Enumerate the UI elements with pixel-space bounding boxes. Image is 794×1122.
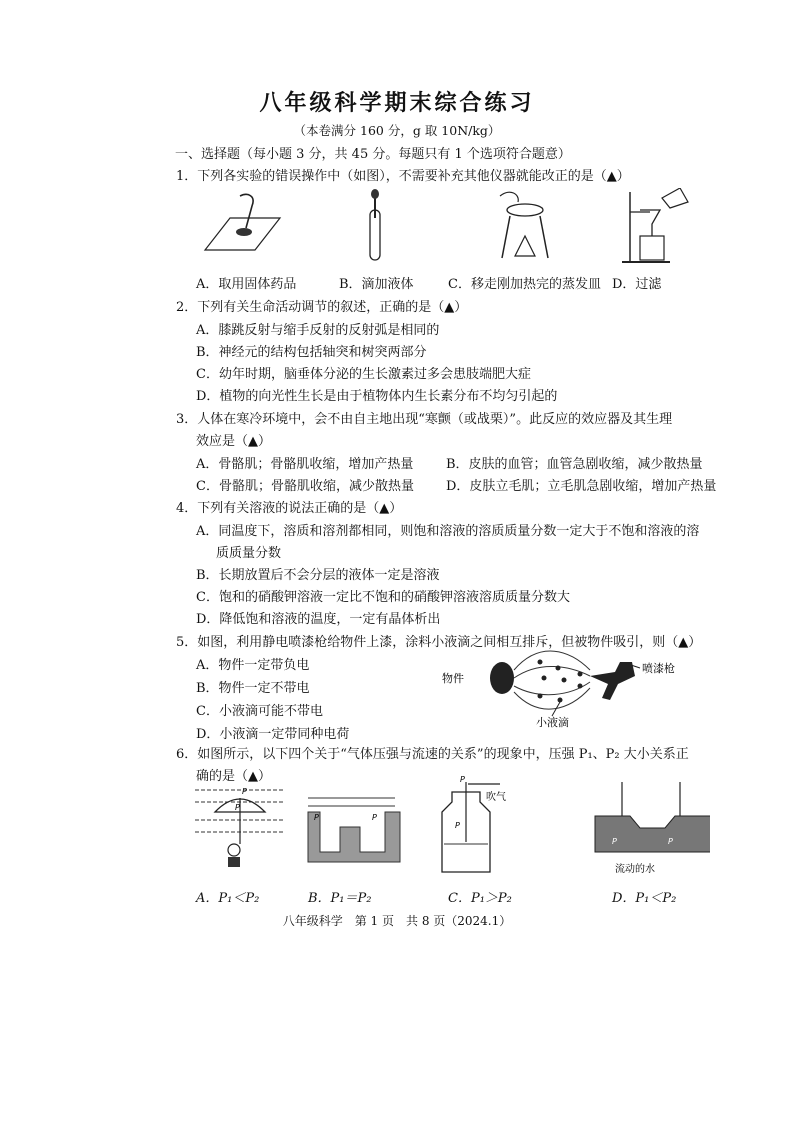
- q6-stem-cont: 确的是（▲）: [196, 769, 271, 784]
- q6-option-a: A．P₁＜P₂: [196, 891, 260, 906]
- q1-fig-a: [205, 194, 280, 250]
- q1-option-a: A．取用固体药品: [196, 277, 297, 292]
- svg-text:P: P: [242, 787, 247, 796]
- q3-stem-cont: 效应是（▲）: [196, 434, 271, 449]
- q1-option-d: D．过滤: [612, 277, 662, 292]
- q1-option-c: C．移走刚加热完的蒸发皿: [448, 277, 601, 292]
- q6-label-blow: 吹气: [486, 792, 506, 803]
- q4-option-d: D．降低饱和溶液的温度，一定有晶体析出: [196, 612, 441, 627]
- svg-text:P: P: [235, 803, 240, 812]
- q2-stem: 2．下列有关生命活动调节的叙述，正确的是（▲）: [176, 300, 468, 315]
- svg-text:P: P: [314, 813, 319, 822]
- q5-spray-gun: [590, 662, 635, 700]
- q6-figures: [190, 772, 710, 882]
- q3-option-c: C．骨骼肌；骨骼肌收缩，减少散热量: [196, 479, 414, 494]
- svg-text:P: P: [612, 837, 617, 846]
- q5-label-droplet: 小液滴: [536, 716, 569, 729]
- page-subtitle: （本卷满分 160 分，g 取 10N/kg）: [293, 123, 501, 138]
- svg-text:P: P: [668, 837, 673, 846]
- q1-fig-d: [622, 188, 688, 262]
- svg-text:P: P: [372, 813, 377, 822]
- section-heading: 一、选择题（每小题 3 分，共 45 分。每题只有 1 个选项符合题意）: [175, 147, 571, 162]
- q4-option-a-cont: 质质量分数: [216, 546, 282, 561]
- q6-fig-a: [195, 787, 285, 867]
- q6-label-water: 流动的水: [615, 864, 655, 875]
- q5-stem: 5．如图，利用静电喷漆枪给物件上漆，涂料小液滴之间相互排斥，但被物件吸引，则（▲）: [176, 635, 702, 650]
- q6-fig-b: [308, 798, 400, 862]
- q5-label-gun: 喷漆枪: [642, 662, 675, 675]
- q3-option-a: A．骨骼肌；骨骼肌收缩，增加产热量: [196, 457, 414, 472]
- q1-fig-c: [500, 192, 548, 258]
- q1-stem: 1．下列各实验的错误操作中（如图），不需要补充其他仪器就能改正的是（▲）: [176, 169, 630, 184]
- q2-option-b: B．神经元的结构包括轴突和树突两部分: [196, 345, 427, 360]
- page-title: 八年级科学期末综合练习: [259, 91, 535, 116]
- q6-option-c: C．P₁＞P₂: [448, 891, 512, 906]
- q6-option-b: B．P₁＝P₂: [308, 891, 372, 906]
- q3-option-d: D．皮肤立毛肌；立毛肌急剧收缩，增加产热量: [446, 479, 717, 494]
- svg-text:P: P: [460, 775, 465, 784]
- q6-stem: 6．如图所示，以下四个关于“气体压强与流速的关系”的现象中，压强 P₁、P₂ 大小关系正: [176, 747, 689, 762]
- q6-fig-c: [442, 775, 506, 872]
- q4-stem: 4．下列有关溶液的说法正确的是（▲）: [176, 501, 403, 516]
- q5-object-shape: [490, 662, 514, 694]
- q4-option-b: B．长期放置后不会分层的液体一定是溶液: [196, 568, 440, 583]
- q2-option-d: D．植物的向光性生长是由于植物体内生长素分布不均匀引起的: [196, 389, 558, 404]
- svg-text:P: P: [455, 821, 460, 830]
- q4-option-c: C．饱和的硝酸钾溶液一定比不饱和的硝酸钾溶液溶质质量分数大: [196, 590, 570, 605]
- q6-fig-d: [595, 782, 710, 875]
- q3-option-b: B．皮肤的血管；血管急剧收缩，减少散热量: [446, 457, 703, 472]
- q4-option-a: A．同温度下，溶质和溶剂都相同，则饱和溶液的溶质质量分数一定大于不饱和溶液的溶: [196, 524, 700, 539]
- q5-option-d: D．小液滴一定带同种电荷: [196, 727, 350, 742]
- q1-figures: [200, 188, 700, 268]
- q5-figure: [440, 640, 700, 730]
- q5-option-c: C．小液滴可能不带电: [196, 704, 323, 719]
- q1-option-b: B．滴加液体: [339, 277, 414, 292]
- q5-option-a: A．物件一定带负电: [196, 658, 310, 673]
- q5-option-b: B．物件一定不带电: [196, 681, 310, 696]
- q3-stem: 3．人体在寒冷环境中，会不由自主地出现“寒颤（或战栗）”。此反应的效应器及其生理: [176, 412, 673, 427]
- q1-fig-b: [370, 189, 380, 260]
- page-footer: 八年级科学 第 1 页 共 8 页（2024.1）: [282, 914, 512, 928]
- q5-label-object: 物件: [442, 672, 464, 685]
- q6-option-d: D．P₁＜P₂: [612, 891, 677, 906]
- q2-option-a: A．膝跳反射与缩手反射的反射弧是相同的: [196, 323, 440, 338]
- q2-option-c: C．幼年时期，脑垂体分泌的生长激素过多会患肢端肥大症: [196, 367, 531, 382]
